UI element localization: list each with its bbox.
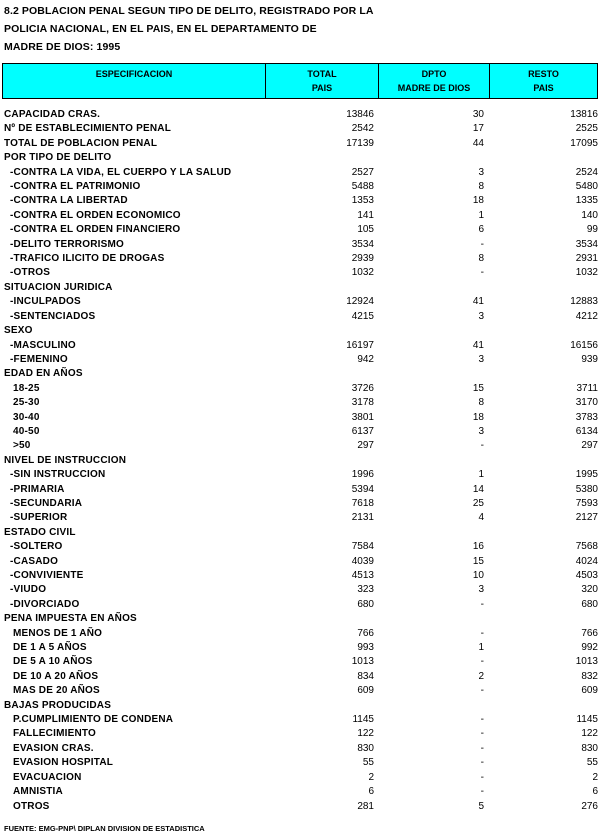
row-dpto-madre-de-dios: - — [480, 440, 484, 452]
header-total-pais — [266, 64, 379, 99]
row-label: -DELITO TERRORISMO — [10, 238, 124, 250]
table-row — [4, 641, 598, 655]
row-total-pais: 297 — [357, 440, 374, 452]
row-total-pais: 2 — [368, 771, 374, 783]
header-dpto-line1: DPTO — [421, 69, 447, 79]
table-row — [4, 598, 598, 612]
row-label: Nº DE ESTABLECIMIENTO PENAL — [4, 123, 172, 135]
row-total-pais: 1032 — [351, 267, 374, 279]
row-resto-pais: 3170 — [575, 397, 598, 409]
row-total-pais: 830 — [357, 742, 374, 754]
table-row — [4, 800, 598, 814]
row-label: SITUACION JURIDICA — [4, 281, 113, 293]
row-resto-pais: 4024 — [575, 555, 598, 567]
row-dpto-madre-de-dios: - — [480, 714, 484, 726]
table-row — [4, 555, 598, 569]
row-resto-pais: 5380 — [575, 483, 598, 495]
row-resto-pais — [484, 612, 598, 626]
row-label: -CONVIVIENTE — [10, 570, 84, 581]
row-dpto-madre-de-dios: 18 — [472, 411, 484, 423]
table-row — [4, 137, 598, 151]
table-row — [4, 238, 598, 252]
row-label: DE 10 A 20 AÑOS — [13, 670, 99, 682]
row-resto-pais: 5480 — [575, 181, 598, 193]
row-resto-pais: 2524 — [575, 166, 598, 178]
table-row — [4, 497, 598, 511]
row-dpto-madre-de-dios: 41 — [472, 339, 484, 351]
table-row — [4, 713, 598, 727]
row-label: 18-25 — [13, 382, 40, 394]
row-resto-pais: 1145 — [576, 714, 598, 726]
table-row — [4, 166, 598, 180]
row-label: -FEMENINO — [10, 353, 68, 365]
table-row — [4, 699, 598, 713]
row-label: CAPACIDAD CRAS. — [4, 109, 101, 120]
row-dpto-madre-de-dios: - — [480, 685, 484, 697]
row-dpto-madre-de-dios: 8 — [478, 253, 484, 265]
table-row — [4, 367, 598, 381]
row-label: -SIN INSTRUCCION — [10, 469, 106, 481]
row-resto-pais — [484, 324, 598, 338]
row-resto-pais: 140 — [581, 209, 598, 221]
row-total-pais: 6 — [368, 786, 374, 798]
row-resto-pais: 1013 — [575, 656, 598, 668]
table-row — [4, 122, 598, 136]
row-dpto-madre-de-dios: 44 — [472, 137, 484, 149]
table-row — [4, 310, 598, 324]
row-dpto-madre-de-dios — [374, 454, 484, 468]
row-resto-pais: 680 — [581, 598, 598, 610]
table-row — [4, 108, 598, 122]
row-total-pais: 281 — [357, 800, 374, 812]
row-resto-pais: 2 — [592, 771, 598, 783]
table-row — [4, 411, 598, 425]
row-label: EVASION CRAS. — [13, 742, 94, 754]
row-total-pais — [262, 367, 374, 381]
table-row — [4, 756, 598, 770]
table-row — [4, 339, 598, 353]
table-row — [4, 454, 598, 468]
row-dpto-madre-de-dios: 18 — [472, 195, 484, 207]
row-resto-pais: 3534 — [575, 238, 598, 250]
row-total-pais — [262, 151, 374, 165]
row-total-pais — [262, 612, 374, 626]
row-dpto-madre-de-dios: 8 — [478, 181, 484, 193]
row-dpto-madre-de-dios: 15 — [472, 382, 484, 394]
row-label: 30-40 — [13, 411, 40, 423]
table-row — [4, 684, 598, 698]
row-dpto-madre-de-dios: 3 — [478, 584, 484, 596]
row-dpto-madre-de-dios: 15 — [472, 555, 484, 567]
table-row — [4, 583, 598, 597]
table-row — [4, 266, 598, 280]
row-dpto-madre-de-dios: 5 — [478, 800, 484, 812]
row-dpto-madre-de-dios — [374, 699, 484, 713]
table-row — [4, 771, 598, 785]
data-table — [4, 108, 598, 814]
row-total-pais: 105 — [357, 224, 374, 236]
row-resto-pais: 122 — [581, 728, 598, 740]
row-label: -CONTRA LA VIDA, EL CUERPO Y LA SALUD — [10, 166, 232, 178]
row-total-pais: 2527 — [351, 166, 374, 178]
row-resto-pais: 3783 — [575, 411, 598, 423]
row-label: DE 1 A 5 AÑOS — [13, 642, 87, 654]
row-resto-pais: 6134 — [575, 425, 598, 437]
row-total-pais: 323 — [357, 584, 374, 596]
row-label: TOTAL DE POBLACION PENAL — [4, 137, 158, 149]
row-total-pais: 13846 — [346, 109, 374, 120]
row-dpto-madre-de-dios: 3 — [478, 425, 484, 437]
table-row — [4, 569, 598, 583]
table-row — [4, 396, 598, 410]
row-resto-pais: 3711 — [576, 382, 598, 394]
row-label: MAS DE 20 AÑOS — [13, 685, 100, 697]
row-resto-pais: 320 — [581, 584, 598, 596]
table-row — [4, 151, 598, 165]
header-dpto-line2: MADRE DE DIOS — [397, 83, 471, 93]
row-dpto-madre-de-dios — [374, 526, 484, 540]
row-dpto-madre-de-dios: 3 — [478, 166, 484, 178]
row-total-pais: 4039 — [351, 555, 374, 567]
table-row — [4, 785, 598, 799]
row-total-pais: 993 — [357, 642, 374, 654]
row-dpto-madre-de-dios: - — [480, 771, 484, 783]
row-total-pais: 3178 — [351, 397, 374, 409]
row-resto-pais — [484, 367, 598, 381]
row-resto-pais: 992 — [581, 642, 598, 654]
row-dpto-madre-de-dios: 4 — [478, 512, 484, 524]
row-total-pais: 2939 — [351, 253, 374, 265]
row-label: EVASION HOSPITAL — [13, 757, 114, 769]
row-total-pais: 766 — [357, 627, 374, 639]
title-line-1: 8.2 POBLACION PENAL SEGUN TIPO DE DELITO, REGISTRADO POR LA — [4, 5, 374, 17]
row-dpto-madre-de-dios: - — [480, 267, 484, 279]
row-dpto-madre-de-dios: - — [480, 656, 484, 668]
header-total-line2: PAIS — [311, 83, 333, 93]
row-total-pais: 1145 — [352, 714, 374, 726]
row-label: -CONTRA EL ORDEN ECONOMICO — [10, 209, 181, 221]
table-row — [4, 194, 598, 208]
row-label: ESTADO CIVIL — [4, 526, 76, 538]
row-dpto-madre-de-dios: 3 — [478, 353, 484, 365]
row-total-pais: 1996 — [351, 469, 374, 481]
row-dpto-madre-de-dios: 41 — [472, 296, 484, 308]
row-total-pais: 5394 — [351, 483, 374, 495]
row-label: 25-30 — [13, 397, 40, 409]
table-row — [4, 439, 598, 453]
row-label: -MASCULINO — [10, 339, 76, 351]
row-total-pais: 1353 — [351, 195, 374, 207]
row-total-pais: 17139 — [346, 137, 374, 149]
row-resto-pais: 6 — [592, 786, 598, 798]
row-label: NIVEL DE INSTRUCCION — [4, 454, 127, 466]
header-resto-pais — [490, 64, 598, 99]
row-label: -SOLTERO — [10, 541, 63, 553]
row-dpto-madre-de-dios: 14 — [472, 483, 484, 495]
row-label: AMNISTIA — [13, 786, 63, 798]
row-total-pais — [262, 454, 374, 468]
row-label: P.CUMPLIMIENTO DE CONDENA — [13, 714, 174, 726]
row-resto-pais: 17095 — [570, 137, 598, 149]
row-dpto-madre-de-dios: 30 — [472, 109, 484, 120]
table-row — [4, 627, 598, 641]
table-row — [4, 540, 598, 554]
title-line-2: POLICIA NACIONAL, EN EL PAIS, EN EL DEPARTAMENTO DE — [4, 23, 317, 35]
table-row — [4, 655, 598, 669]
row-label: -CASADO — [10, 555, 59, 567]
row-resto-pais: 297 — [581, 440, 598, 452]
header-especificacion: ESPECIFICACION — [3, 64, 266, 99]
row-resto-pais: 99 — [586, 224, 598, 236]
row-label: -SECUNDARIA — [10, 497, 83, 509]
row-resto-pais: 939 — [581, 353, 598, 365]
row-total-pais: 3801 — [351, 411, 374, 423]
row-resto-pais: 1995 — [575, 469, 598, 481]
table-row — [4, 612, 598, 626]
row-total-pais: 7584 — [351, 541, 374, 553]
row-label: FALLECIMIENTO — [13, 728, 96, 740]
table-row — [4, 727, 598, 741]
row-label: -TRAFICO ILICITO DE DROGAS — [10, 253, 165, 265]
row-total-pais: 2542 — [351, 123, 374, 135]
row-dpto-madre-de-dios: 6 — [478, 224, 484, 236]
row-resto-pais: 832 — [581, 670, 598, 682]
row-total-pais: 6137 — [351, 425, 374, 437]
row-label: -INCULPADOS — [10, 296, 81, 308]
table-row — [4, 742, 598, 756]
row-total-pais: 4215 — [351, 310, 374, 322]
row-resto-pais — [484, 151, 598, 165]
row-label: -CONTRA EL ORDEN FINANCIERO — [10, 224, 181, 236]
row-dpto-madre-de-dios — [374, 612, 484, 626]
table-row — [4, 180, 598, 194]
row-label: MENOS DE 1 AÑO — [13, 627, 103, 639]
header-dpto — [379, 64, 490, 99]
row-total-pais: 1013 — [351, 656, 374, 668]
row-resto-pais: 830 — [581, 742, 598, 754]
row-dpto-madre-de-dios: 1 — [478, 642, 484, 654]
row-dpto-madre-de-dios: 25 — [472, 497, 484, 509]
row-resto-pais: 1335 — [575, 195, 598, 207]
row-label: -SUPERIOR — [10, 512, 68, 524]
row-resto-pais — [484, 699, 598, 713]
row-resto-pais — [484, 526, 598, 540]
row-total-pais: 3726 — [351, 382, 374, 394]
row-total-pais: 680 — [357, 598, 374, 610]
row-total-pais — [262, 281, 374, 295]
row-label: -DIVORCIADO — [10, 598, 80, 610]
row-label: BAJAS PRODUCIDAS — [4, 699, 112, 711]
row-label: -OTROS — [10, 267, 51, 279]
row-resto-pais: 4212 — [575, 310, 598, 322]
row-total-pais: 7618 — [351, 497, 374, 509]
row-resto-pais: 4503 — [575, 570, 598, 581]
row-dpto-madre-de-dios — [374, 281, 484, 295]
row-dpto-madre-de-dios: 3 — [478, 310, 484, 322]
row-resto-pais: 2127 — [575, 512, 598, 524]
row-resto-pais: 276 — [581, 800, 598, 812]
data-table-body — [4, 108, 598, 814]
table-row — [4, 209, 598, 223]
row-resto-pais: 7593 — [575, 497, 598, 509]
row-label: OTROS — [13, 800, 50, 812]
row-resto-pais: 609 — [581, 685, 598, 697]
row-resto-pais: 766 — [581, 627, 598, 639]
table-row — [4, 425, 598, 439]
row-dpto-madre-de-dios: 1 — [478, 209, 484, 221]
row-total-pais: 942 — [357, 353, 374, 365]
row-label: -PRIMARIA — [10, 483, 65, 495]
row-dpto-madre-de-dios: 16 — [472, 541, 484, 553]
row-dpto-madre-de-dios: 8 — [478, 397, 484, 409]
header-resto-line1: RESTO — [528, 69, 559, 79]
row-dpto-madre-de-dios: - — [480, 627, 484, 639]
row-resto-pais: 12883 — [570, 296, 598, 308]
table-row — [4, 223, 598, 237]
row-dpto-madre-de-dios: 1 — [478, 469, 484, 481]
header-resto-line2: PAIS — [533, 83, 554, 93]
row-label: -CONTRA EL PATRIMONIO — [10, 181, 141, 193]
row-resto-pais — [484, 281, 598, 295]
row-resto-pais: 55 — [586, 757, 598, 769]
table-row — [4, 670, 598, 684]
row-total-pais: 55 — [362, 757, 374, 769]
row-dpto-madre-de-dios — [374, 324, 484, 338]
row-total-pais — [262, 526, 374, 540]
row-resto-pais — [484, 454, 598, 468]
row-label: -VIUDO — [10, 584, 47, 596]
document-title — [4, 2, 384, 56]
row-total-pais: 141 — [357, 209, 374, 221]
row-dpto-madre-de-dios — [374, 151, 484, 165]
row-dpto-madre-de-dios: 10 — [472, 570, 484, 581]
row-label: EVACUACION — [13, 771, 82, 783]
row-total-pais: 16197 — [346, 339, 374, 351]
table-row — [4, 252, 598, 266]
row-dpto-madre-de-dios — [374, 367, 484, 381]
row-dpto-madre-de-dios: 17 — [472, 123, 484, 135]
row-resto-pais: 1032 — [575, 267, 598, 279]
header-total-line1: TOTAL — [307, 69, 337, 79]
table-row — [4, 511, 598, 525]
table-row — [4, 382, 598, 396]
table-row — [4, 468, 598, 482]
row-dpto-madre-de-dios: - — [480, 728, 484, 740]
row-resto-pais: 2525 — [575, 123, 598, 135]
row-label: SEXO — [4, 325, 33, 337]
row-label: POR TIPO DE DELITO — [4, 152, 112, 164]
row-label: DE 5 A 10 AÑOS — [13, 656, 93, 668]
row-label: PENA IMPUESTA EN AÑOS — [4, 613, 137, 625]
row-resto-pais: 16156 — [570, 339, 598, 351]
row-label: -SENTENCIADOS — [10, 310, 96, 322]
row-total-pais: 12924 — [346, 296, 374, 308]
table-row — [4, 483, 598, 497]
row-dpto-madre-de-dios: 2 — [478, 670, 484, 682]
row-label: 40-50 — [13, 425, 40, 437]
row-resto-pais: 7568 — [575, 541, 598, 553]
table-row — [4, 281, 598, 295]
row-dpto-madre-de-dios: - — [480, 786, 484, 798]
row-label: >50 — [13, 440, 31, 452]
title-line-3: MADRE DE DIOS: 1995 — [4, 41, 121, 53]
row-resto-pais: 13816 — [570, 109, 598, 120]
table-row — [4, 353, 598, 367]
row-total-pais: 122 — [357, 728, 374, 740]
row-total-pais: 5488 — [351, 181, 374, 193]
row-total-pais: 834 — [357, 670, 374, 682]
row-total-pais: 609 — [357, 685, 374, 697]
row-total-pais: 2131 — [351, 512, 374, 524]
row-dpto-madre-de-dios: - — [480, 742, 484, 754]
row-total-pais: 4513 — [351, 570, 374, 581]
table-row — [4, 526, 598, 540]
row-dpto-madre-de-dios: - — [480, 238, 484, 250]
row-total-pais — [262, 324, 374, 338]
table-header — [2, 63, 598, 99]
row-resto-pais: 2931 — [575, 253, 598, 265]
row-label: -CONTRA LA LIBERTAD — [10, 195, 128, 207]
source-footer: FUENTE: EMG-PNP\ DIPLAN DIVISION DE ESTADISTICA — [4, 824, 205, 833]
row-dpto-madre-de-dios: - — [480, 598, 484, 610]
row-total-pais — [262, 699, 374, 713]
table-row — [4, 324, 598, 338]
row-dpto-madre-de-dios: - — [480, 757, 484, 769]
row-label: EDAD EN AÑOS — [4, 368, 83, 380]
row-total-pais: 3534 — [351, 238, 374, 250]
table-row — [4, 295, 598, 309]
